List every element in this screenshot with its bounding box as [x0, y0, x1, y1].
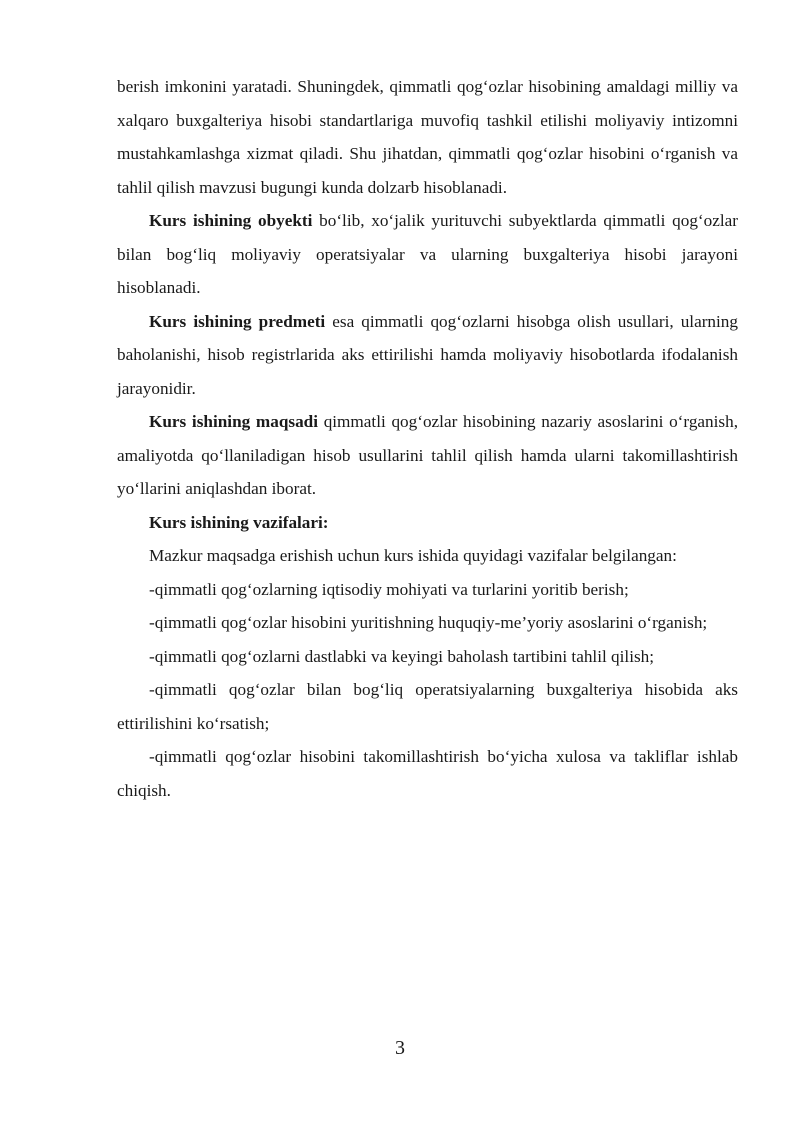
paragraph-text: berish imkonini yaratadi. Shuningdek, qimmatli qog‘ozlar hisobining amaldagi milliy va xalqaro buxgalteriya hisobi standartlariga muvofiq tashkil etilishi moliyaviy intizomni mustahkamlashga xizmat qiladi. Shu jihatdan, qimmatli qog‘ozlar hisobini o‘rganish va tahlil qilish mavzusi bugungi kunda dolzarb hisoblanadi. — [117, 77, 738, 197]
paragraph-tasks-intro — [117, 539, 738, 573]
paragraph-goal — [117, 405, 738, 506]
task-item — [117, 673, 738, 740]
task-item — [117, 740, 738, 807]
task-item — [117, 640, 738, 674]
paragraph-intro-continuation — [117, 70, 738, 204]
paragraph-text: -qimmatli qog‘ozlarni dastlabki va keyingi baholash tartibini tahlil qilish; — [149, 646, 655, 666]
paragraph-subject — [117, 305, 738, 406]
paragraph-text: bo‘lib, xo‘jalik yurituvchi subyektlarda qimmatli qog‘ozlar bilan bog‘liq moliyaviy operatsiyalar va ularning buxgalteriya hisobi jarayoni hisoblanadi. — [117, 211, 738, 297]
task-item — [117, 606, 738, 640]
document-page — [117, 70, 738, 807]
paragraph-text: -qimmatli qog‘ozlar hisobini takomillashtirish bo‘yicha xulosa va takliflar ishlab chiqish. — [117, 747, 738, 800]
page-number: 3 — [395, 1037, 405, 1059]
paragraph-text: esa qimmatli qog‘ozlarni hisobga olish usullari, ularning baholanishi, hisob registrlarida aks ettirilishi hamda moliyaviy hisobotlarda ifodalanish jarayonidir. — [117, 311, 738, 398]
paragraph-text: qimmatli qog‘ozlar hisobining nazariy asoslarini o‘rganish, amaliyotda qo‘llaniladigan hisob usullarini tahlil qilish hamda ularni takomillashtirish yo‘llarini aniqlashdan iborat. — [117, 412, 738, 498]
paragraph-lead: Kurs ishining obyekti — [149, 211, 313, 230]
paragraph-lead: Kurs ishining predmeti — [149, 311, 326, 331]
paragraph-object — [117, 204, 738, 305]
paragraph-text: Mazkur maqsadga erishish uchun kurs ishida quyidagi vazifalar belgilangan: — [149, 546, 677, 565]
paragraph-tasks-heading — [117, 506, 738, 540]
task-item — [117, 573, 738, 607]
paragraph-lead: Kurs ishining maqsadi — [149, 412, 318, 431]
paragraph-text: -qimmatli qog‘ozlar bilan bog‘liq operatsiyalarning buxgalteriya hisobida aks ettirilishini ko‘rsatish; — [117, 680, 738, 733]
paragraph-text: -qimmatli qog‘ozlar hisobini yuritishning huquqiy-me’yoriy asoslarini o‘rganish; — [149, 613, 708, 632]
paragraph-text: -qimmatli qog‘ozlarning iqtisodiy mohiyati va turlarini yoritib berish; — [149, 579, 629, 599]
paragraph-lead: Kurs ishining vazifalari: — [149, 512, 329, 532]
